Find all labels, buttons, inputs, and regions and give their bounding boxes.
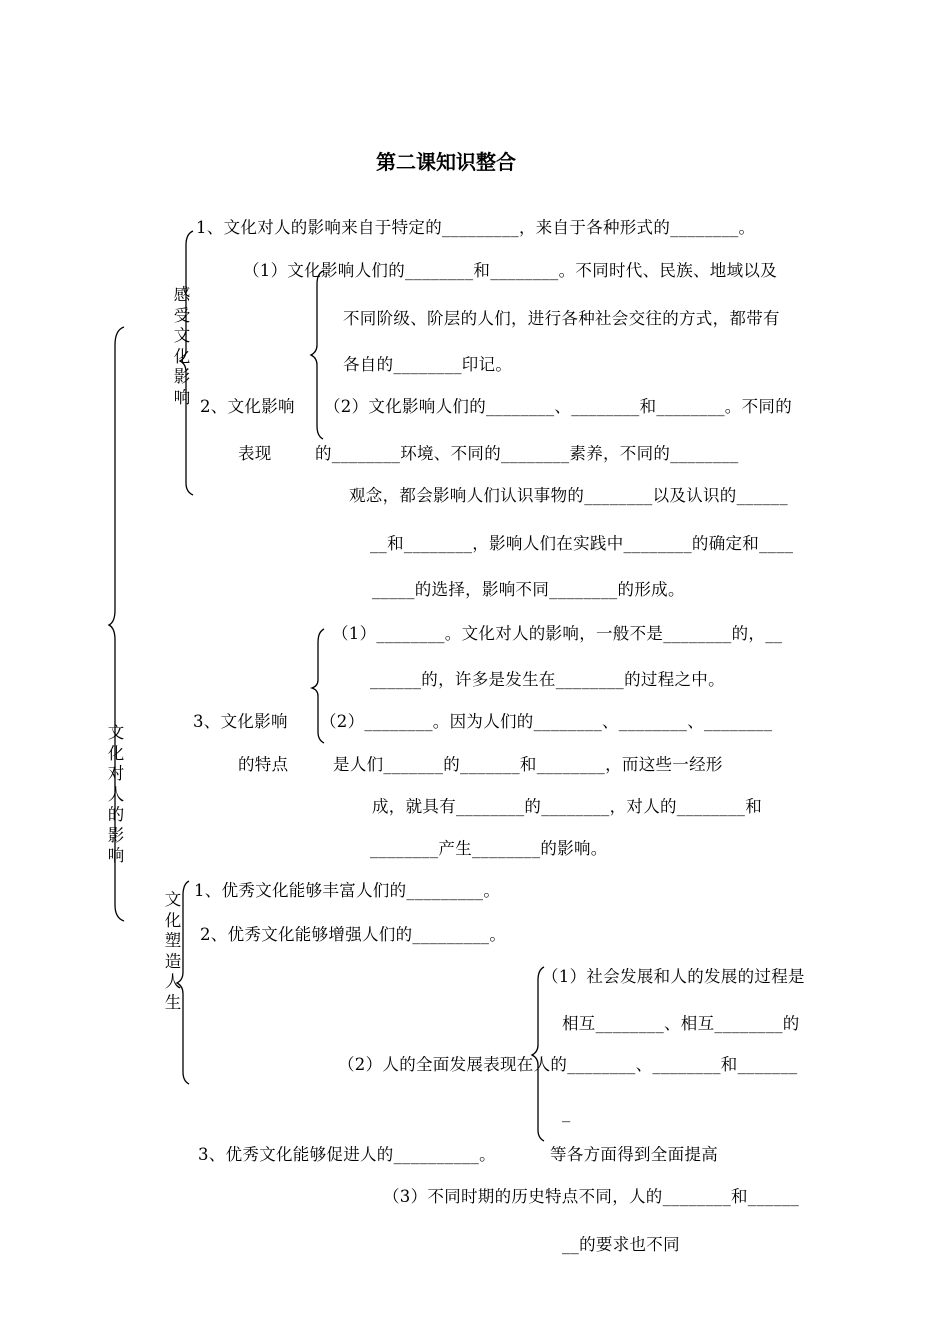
line-c5: （2）人的全面发展表现在人的________、________和_______ (338, 1055, 798, 1074)
line-a3: 不同阶级、阶层的人们，进行各种社会交往的方式，都带有 (343, 309, 780, 328)
line-c7a: 3、优秀文化能够促进人的__________。 (198, 1145, 496, 1164)
line-a8: __和________，影响人们在实践中________的确定和____ (370, 534, 794, 553)
line-a4: 各自的________印记。 (343, 355, 513, 374)
line-b3-body: （2）________。因为人们的________、________、________ (320, 712, 773, 731)
line-b4-body: 是人们_______的_______和________，而这些一经形 (333, 755, 723, 774)
development-brace (532, 967, 544, 1141)
line-c1: 1、优秀文化能够丰富人们的_________。 (194, 881, 501, 900)
line-c2: 2、优秀文化能够增强人们的_________。 (200, 925, 507, 944)
line-b2: ______的，许多是发生在________的过程之中。 (370, 670, 725, 689)
page-title: 第二课知识整合 (376, 150, 516, 174)
line-c8: （3）不同时期的历史特点不同，人的________和______ (383, 1187, 800, 1206)
line-c3: （1）社会发展和人的发展的过程是 (542, 967, 805, 986)
section1-label: 感受文化影响 (173, 285, 191, 407)
section2-label: 文化塑造人生 (164, 890, 182, 1012)
line-c4: 相互________、相互________的 (562, 1014, 800, 1033)
line-c7b: 等各方面得到全面提高 (550, 1145, 718, 1164)
line-b3-head: 3、文化影响 (193, 712, 288, 731)
line-a6-head: 表现 (238, 444, 272, 463)
line-b4-head: 的特点 (238, 755, 289, 774)
line-b1: （1）________。文化对人的影响，一般不是________的，__ (332, 624, 783, 643)
line-c9: __的要求也不同 (562, 1235, 680, 1254)
influence-brace (311, 271, 323, 439)
line-a1: 1、文化对人的影响来自于特定的_________，来自于各种形式的________。 (196, 218, 756, 237)
line-b6: ________产生________的影响。 (370, 839, 608, 858)
line-a7: 观念，都会影响人们认识事物的________以及认识的______ (349, 486, 788, 505)
line-a2: （1）文化影响人们的________和________。不同时代、民族、地域以及 (243, 261, 777, 280)
main-topic-label: 文化对人的影响 (107, 723, 125, 865)
line-a6-body: 的________环境、不同的________素养，不同的________ (315, 444, 739, 463)
line-a9: _____的选择，影响不同________的形成。 (372, 580, 685, 599)
line-b5: 成，就具有________的________，对人的________和 (372, 797, 762, 816)
line-a5-head: 2、文化影响 (200, 397, 295, 416)
line-c6: _ (562, 1103, 571, 1122)
line-a5-body: （2）文化影响人们的________、________和________。不同的 (324, 397, 792, 416)
